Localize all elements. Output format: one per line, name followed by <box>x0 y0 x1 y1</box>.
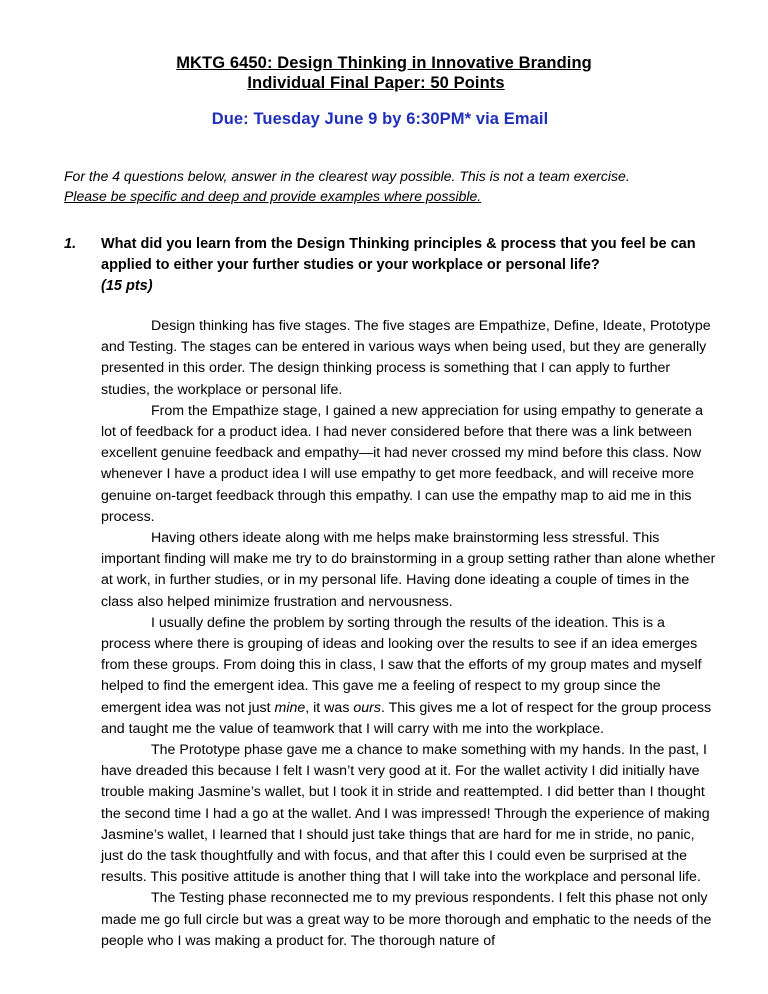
due-date: Due: Tuesday June 9 by 6:30PM* via Email <box>211 110 549 128</box>
answer-paragraph-prototype: The Prototype phase gave me a chance to make something with my hands. In the past, I have dreaded this because I felt I wasn’t very good at it. For the wallet activity I did initially have trouble making Jasmine’s wallet, but I took it in stride and reattempted. I did better than I thought the second time I had a go at the wallet. And I was impressed! Through the experience of making Jasmine’s wallet, I learned that I should just take things that are hard for me in stride, no panic, just do the task thoughtfully and with focus, and that after this I could even be surprised at the results. This positive attitude is another thing that I will take into the workplace and personal life. <box>101 742 710 886</box>
answer-paragraph-ideate: Having others ideate along with me helps make brainstorming less stressful. This important finding will make me try to do brainstorming in a group setting rather than alone whether at work, in further studies, or in my personal life. Having done ideating a couple of times in the class also helped minimize frustration and nervousness. <box>101 530 716 610</box>
answer-body <box>101 316 716 952</box>
define-text-b: , it was <box>305 699 354 716</box>
define-text-a: I usually define the problem by sorting through the results of the ideation. This is a process where there is grouping of ideas and looking over the results to see if an idea emerges from these groups. From doing this in class, I saw that the efforts of my group mates and myself helped to find the emergent idea. This gave me a feeling of respect to my group since the emergent idea was not just <box>101 614 702 716</box>
answer-paragraph-empathize-intro: Design thinking has five stages. The five stages are Empathize, Define, Ideate, Prototype and Testing. The stages can be entered in various ways when being used, but they are generally presented in this order. The design thinking process is something that I can apply to further studies, the workplace or personal life. <box>101 318 711 398</box>
answer-paragraph-define <box>101 613 716 740</box>
question-number: 1. <box>64 236 77 252</box>
question-text: What did you learn from the Design Thinking principles & process that you feel be can applied to either your further studies or your workplace or personal life? <box>101 236 696 273</box>
define-text-c: . This gives me a lot of respect for the group process and taught me the value of teamwork that I will carry with me into the workplace. <box>101 699 712 737</box>
course-title: MKTG 6450: Design Thinking in Innovative Branding <box>176 54 592 72</box>
paper-title: Individual Final Paper: 50 Points <box>247 74 505 92</box>
instructions-line-2: Please be specific and deep and provide examples where possible. <box>64 188 482 204</box>
define-emphasis-mine: mine <box>274 699 306 716</box>
instructions-line-1: For the 4 questions below, answer in the clearest way possible. This is not a team exercise. <box>64 168 630 184</box>
question-points: (15 pts) <box>101 278 153 294</box>
define-emphasis-ours: ours <box>353 699 381 716</box>
answer-paragraph-testing: The Testing phase reconnected me to my previous respondents. I felt this phase not only made me go full circle but was a great way to be more thorough and emphatic to the needs of the people who I was making a product for. The thorough nature of <box>101 890 712 949</box>
answer-paragraph-empathize: From the Empathize stage, I gained a new appreciation for using empathy to generate a lot of feedback for a product idea. I had never considered before that there was a link between excellent genuine feedback and empathy—it had never crossed my mind before this class. Now whenever I have a product idea I will use empathy to get more feedback, and will receive more genuine on-target feedback through this empathy. I can use the empathy map to aid me in this process. <box>101 402 704 525</box>
instructions <box>64 166 714 206</box>
question-1 <box>64 234 714 297</box>
